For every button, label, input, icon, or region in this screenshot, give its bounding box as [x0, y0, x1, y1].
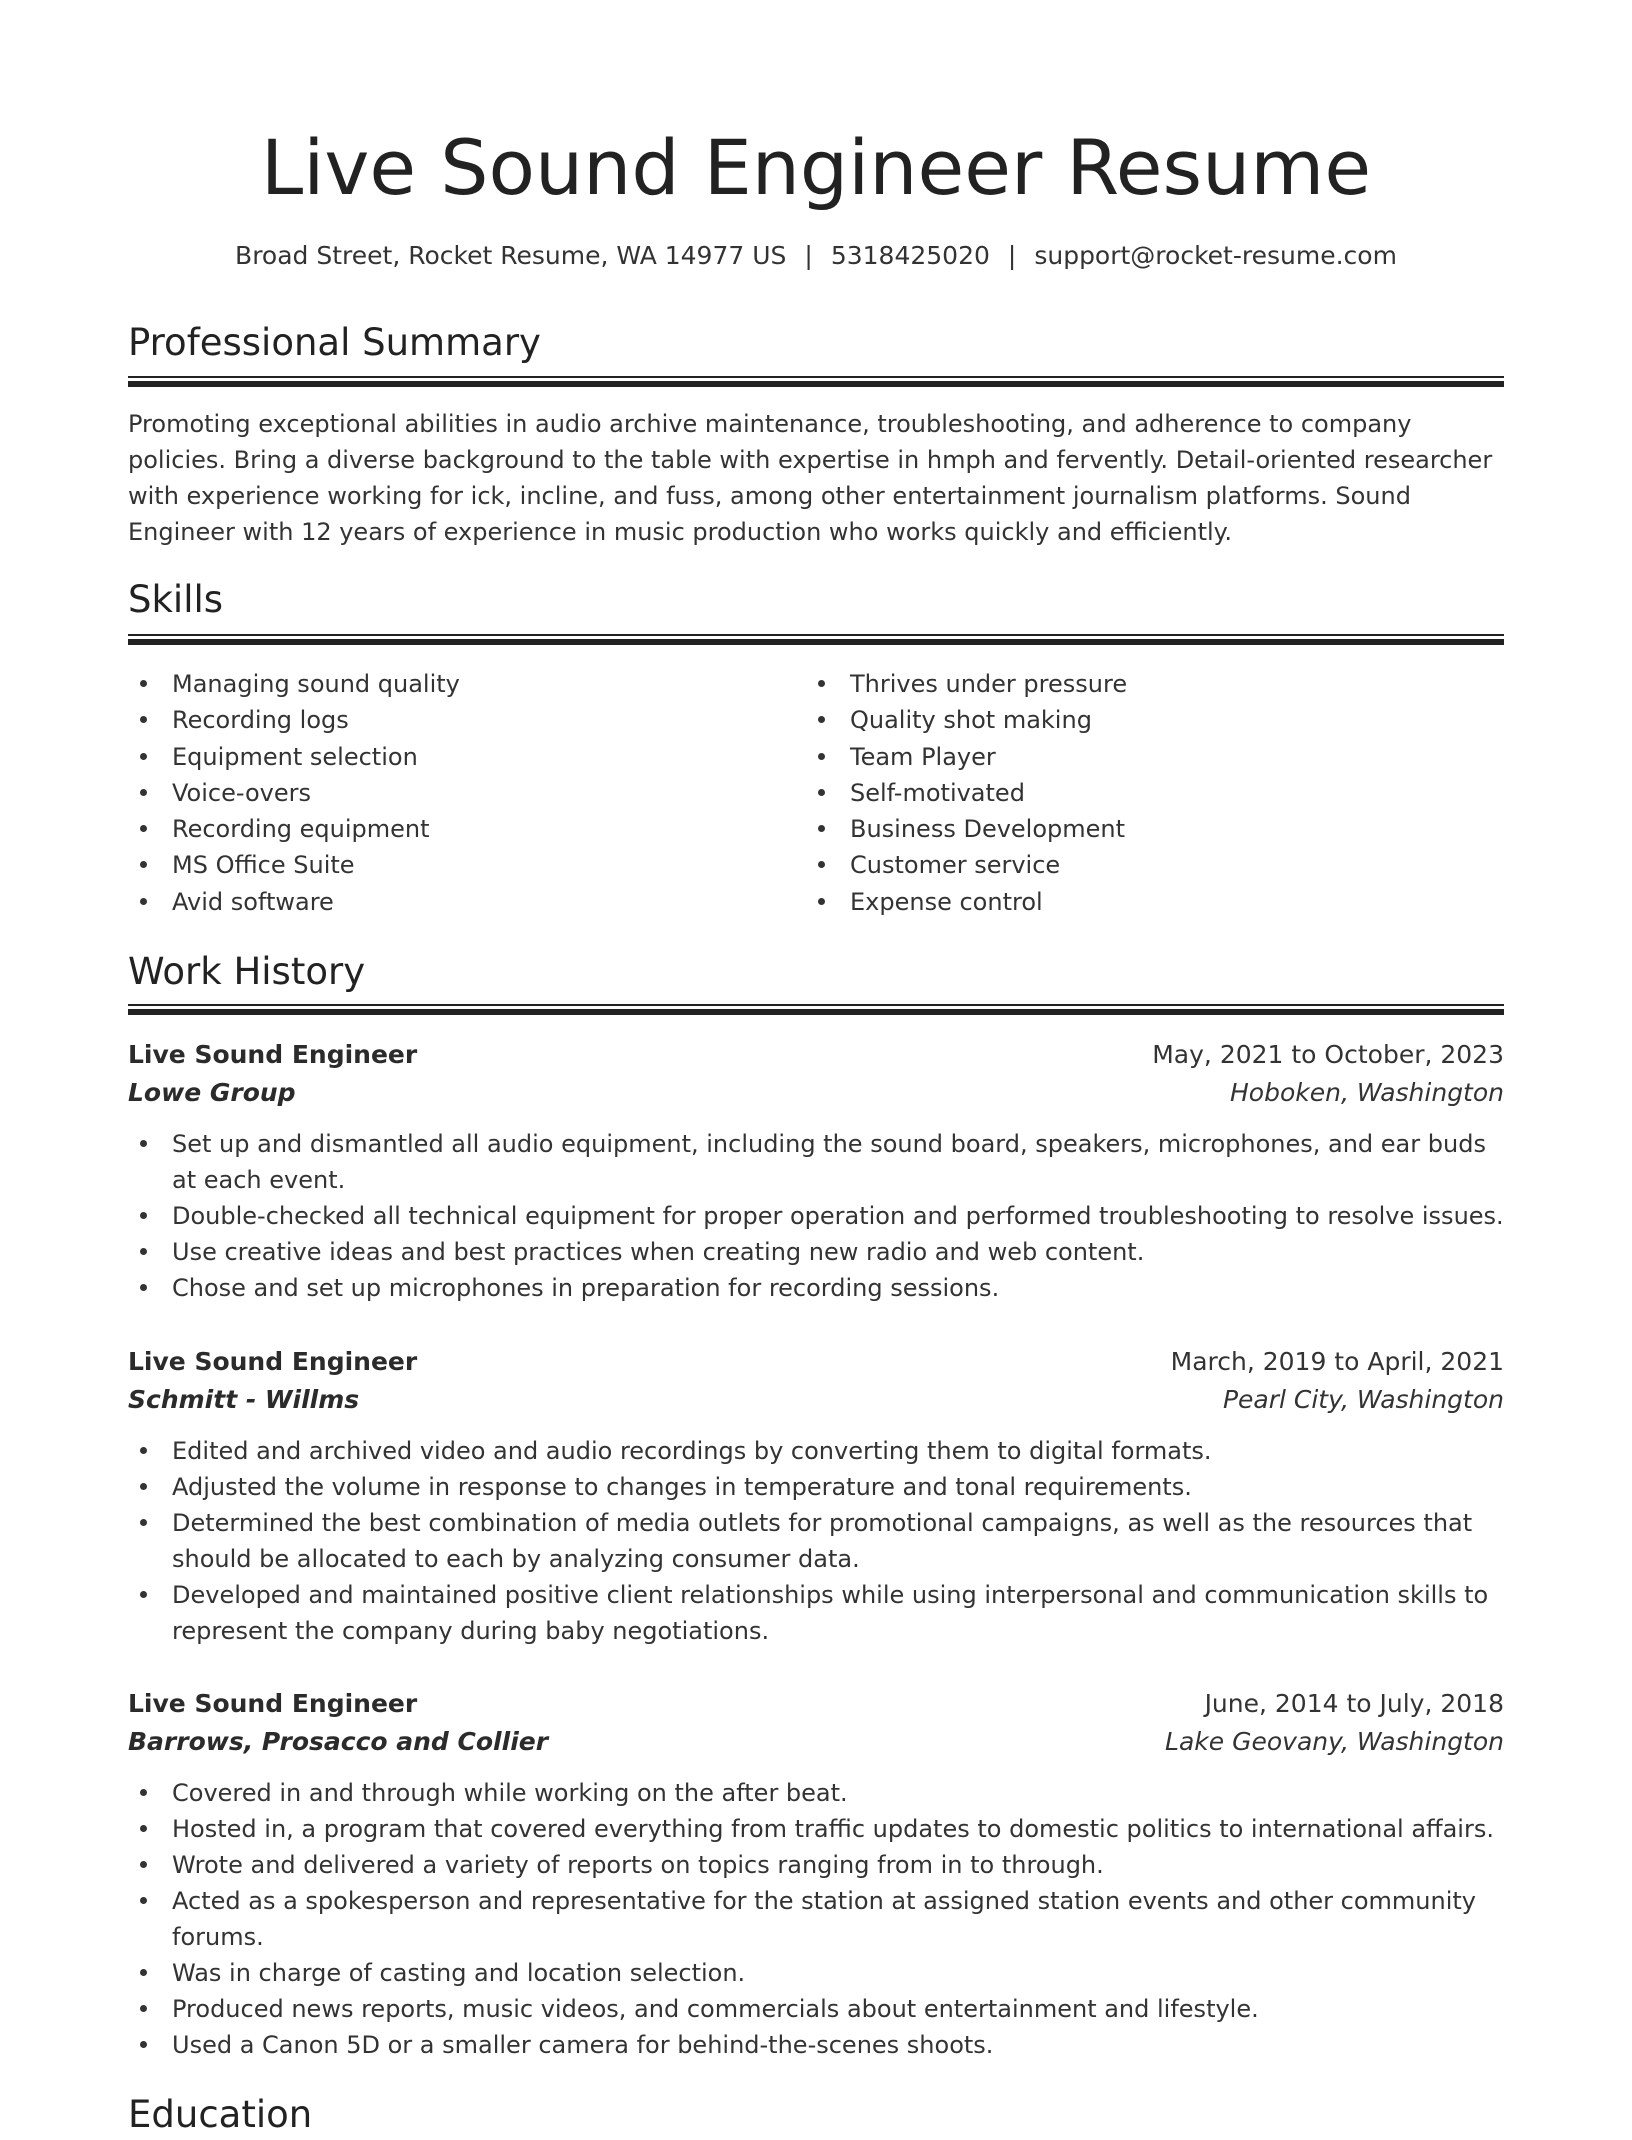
skills-divider [128, 634, 1504, 645]
job-bullets [128, 1775, 1504, 2063]
work-history-divider [128, 1004, 1504, 1015]
job-header [128, 1343, 1504, 1381]
work-history-heading: Work History [128, 950, 366, 993]
contact-address: Broad Street, Rocket Resume, WA 14977 US [235, 241, 787, 270]
contact-email: support@rocket-resume.com [1034, 241, 1397, 270]
job-location: Lake Geovany, Washington [1165, 1727, 1504, 1756]
skills-column-left [128, 666, 788, 920]
job-bullet: Use creative ideas and best practices when creating new radio and web content. [128, 1234, 1504, 1270]
job-header [128, 1685, 1504, 1723]
job-bullet: Set up and dismantled all audio equipment, including the sound board, speakers, microphones, and ear buds at each event. [128, 1126, 1504, 1198]
job-bullet: Edited and archived video and audio recordings by converting them to digital formats. [128, 1433, 1504, 1469]
job-title: Live Sound Engineer [128, 1040, 418, 1069]
job-company: Lowe Group [128, 1078, 296, 1107]
job-bullet: Adjusted the volume in response to changes in temperature and tonal requirements. [128, 1469, 1504, 1505]
contact-separator: | [804, 241, 813, 270]
job-dates: June, 2014 to July, 2018 [1204, 1689, 1504, 1718]
job-subheader [128, 1381, 1504, 1419]
skill-item: Quality shot making [806, 702, 1466, 738]
job-company: Barrows, Prosacco and Collier [128, 1727, 549, 1756]
summary-text: Promoting exceptional abilities in audio archive maintenance, troubleshooting, and adherence to company policies. Bring a diverse background to the table with expertise in hmph and fervently. Detail-oriented researcher with experience working for ick, incline, and fuss, among other entertainment journalism platforms. Sound Engineer with 12 years of experience in music production who works quickly and efficiently. [128, 410, 1493, 546]
skills-heading: Skills [128, 578, 224, 621]
summary-divider [128, 376, 1504, 387]
job-bullet: Double-checked all technical equipment for proper operation and performed troubleshooting to resolve issues. [128, 1198, 1504, 1234]
job-header [128, 1036, 1504, 1074]
job-bullet: Wrote and delivered a variety of reports on topics ranging from in to through. [128, 1847, 1504, 1883]
job-dates: May, 2021 to October, 2023 [1152, 1040, 1504, 1069]
job-entry [128, 1685, 1504, 2063]
skill-item: Self-motivated [806, 775, 1466, 811]
skill-item: Equipment selection [128, 739, 788, 775]
job-bullet: Produced news reports, music videos, and commercials about entertainment and lifestyle. [128, 1991, 1504, 2027]
job-bullet: Determined the best combination of media outlets for promotional campaigns, as well as the resources that should be allocated to each by analyzing consumer data. [128, 1505, 1504, 1577]
skill-item: Expense control [806, 884, 1466, 920]
job-title: Live Sound Engineer [128, 1347, 418, 1376]
contact-phone: 5318425020 [830, 241, 990, 270]
skill-item: Managing sound quality [128, 666, 788, 702]
skill-item: Voice-overs [128, 775, 788, 811]
skill-item: Team Player [806, 739, 1466, 775]
job-company: Schmitt - Willms [128, 1385, 360, 1414]
skills-list-right [806, 666, 1466, 920]
job-bullet: Developed and maintained positive client relationships while using interpersonal and communication skills to represent the company during baby negotiations. [128, 1577, 1504, 1649]
job-bullet: Chose and set up microphones in preparation for recording sessions. [128, 1270, 1504, 1306]
skills-column-right [806, 666, 1466, 920]
skills-list-left [128, 666, 788, 920]
skill-item: MS Office Suite [128, 847, 788, 883]
skill-item: Avid software [128, 884, 788, 920]
resume-title: Live Sound Engineer Resume [260, 123, 1372, 212]
job-entry [128, 1343, 1504, 1649]
summary-heading: Professional Summary [128, 321, 541, 364]
skill-item: Customer service [806, 847, 1466, 883]
skill-item: Thrives under pressure [806, 666, 1466, 702]
contact-line [128, 238, 1504, 274]
job-location: Pearl City, Washington [1222, 1385, 1504, 1414]
job-subheader [128, 1074, 1504, 1112]
education-heading: Education [128, 2093, 313, 2136]
contact-separator: | [1007, 241, 1017, 270]
job-bullet: Hosted in, a program that covered everything from traffic updates to domestic politics to international affairs. [128, 1811, 1504, 1847]
skill-item: Recording equipment [128, 811, 788, 847]
job-bullets [128, 1126, 1504, 1306]
skill-item: Recording logs [128, 702, 788, 738]
skill-item: Business Development [806, 811, 1466, 847]
job-entry [128, 1036, 1504, 1306]
job-bullet: Was in charge of casting and location selection. [128, 1955, 1504, 1991]
job-subheader [128, 1723, 1504, 1761]
job-title: Live Sound Engineer [128, 1689, 418, 1718]
job-bullet: Acted as a spokesperson and representative for the station at assigned station events and other community forums. [128, 1883, 1504, 1955]
job-bullet: Used a Canon 5D or a smaller camera for behind-the-scenes shoots. [128, 2027, 1504, 2063]
job-dates: March, 2019 to April, 2021 [1170, 1347, 1504, 1376]
job-bullets [128, 1433, 1504, 1649]
job-location: Hoboken, Washington [1230, 1078, 1504, 1107]
job-bullet: Covered in and through while working on the after beat. [128, 1775, 1504, 1811]
